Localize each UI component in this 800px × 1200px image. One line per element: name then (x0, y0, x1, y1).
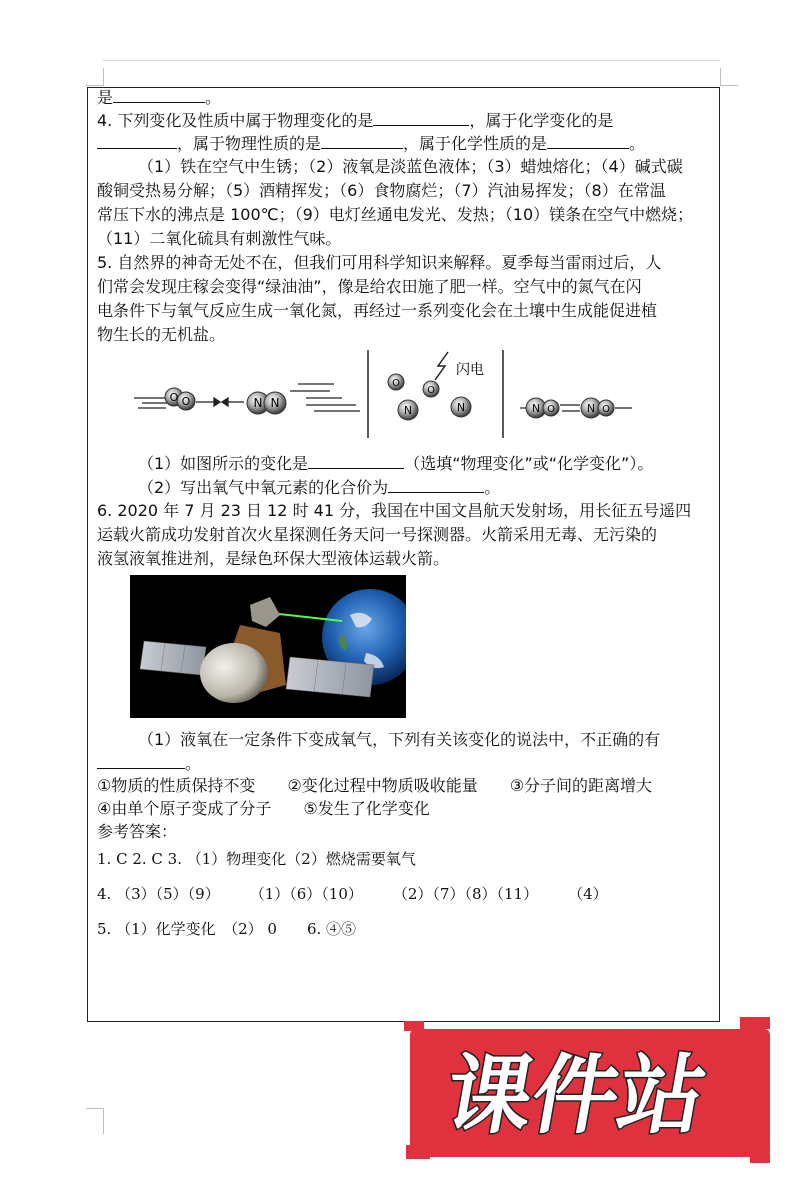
answer-blank[interactable] (388, 476, 484, 493)
answer-blank[interactable] (97, 132, 177, 149)
answer-blank[interactable] (547, 132, 629, 149)
oxygen-molecule (165, 388, 195, 410)
question-6-line-2: 运载火箭成功发射首次火星探测任务天问一号探测器。火箭采用无毒、无污染的 (97, 525, 658, 544)
crop-mark (721, 85, 738, 86)
lightning-icon (435, 352, 448, 380)
arrow-icons (196, 398, 244, 406)
q5-sub-2: （2）写出氧气中氧元素的化合价为 。 (138, 478, 501, 497)
watermark-logo (400, 1015, 780, 1170)
svg-text:N: N (531, 402, 541, 415)
options-line-1: ①物质的性质保持不变 ②变化过程中物质吸收能量 ③分子间的距离增大 (97, 776, 653, 795)
svg-text:N: N (270, 396, 280, 410)
q6-sub-1: （1）液氧在一定条件下变成氧气，下列有关该变化的说法中，不正确的有 (138, 730, 661, 749)
spacecraft-photo (130, 575, 406, 718)
crop-mark (103, 68, 104, 86)
answer-blank[interactable] (97, 752, 185, 769)
question-6-line-3: 液氢液氧推进剂，是绿色环保大型液体运载火箭。 (97, 549, 450, 568)
motion-lines (134, 398, 170, 408)
nitrogen-molecule (247, 392, 286, 414)
answers-line-1: 1. C 2. C 3. （1）物理变化（2）燃烧需要氧气 (97, 850, 416, 868)
text-line-1: 是 。 (97, 88, 222, 107)
answer-blank[interactable] (321, 132, 403, 149)
answers-line-3: 5. （1）化学变化 （2） 0 6. ④⑤ (97, 920, 357, 938)
svg-text:O: O (602, 404, 610, 415)
answer-blank[interactable] (113, 86, 205, 103)
svg-text:O: O (392, 378, 400, 389)
crop-mark (86, 1108, 103, 1109)
svg-text:O: O (181, 395, 191, 408)
motion-lines (290, 384, 360, 411)
q6-sub-1-blank-line: 。 (97, 752, 201, 775)
nitric-oxide-molecules (526, 398, 614, 418)
svg-text:O: O (169, 391, 179, 404)
q4-items-line-4: （11）二氧化硫具有刺激性气味。 (97, 229, 342, 248)
crop-mark (720, 68, 721, 86)
answer-blank[interactable] (308, 452, 404, 469)
svg-text:N: N (403, 404, 413, 417)
svg-text:N: N (586, 402, 596, 415)
svg-text:O: O (427, 385, 435, 396)
question-5-line-2: 们常会发现庄稼会变得“绿油油”，像是给农田施了肥一样。空气中的氮气在闪 (97, 277, 642, 296)
options-line-2: ④由单个原子变成了分子 ⑤发生了化学变化 (97, 799, 430, 818)
question-5-line-1: 5. 自然界的神奇无处不在，但我们可用科学知识来解释。夏季每当雷雨过后，人 (97, 253, 662, 272)
header-rule (103, 60, 720, 61)
separated-atoms (388, 374, 471, 420)
answers-line-2: 4. （3）（5）（9） （1）（6）（10） （2）（7）（8）（11） （4） (97, 885, 608, 903)
question-5-line-4: 物生长的无机盐。 (97, 325, 226, 344)
molecule-diagram (130, 348, 640, 440)
q4-items-line-2: 酸铜受热易分解；（5）酒精挥发；（6）食物腐烂；（7）汽油易挥发；（8）在常温 (97, 181, 666, 200)
question-5-line-3: 电条件下与氧气反应生成一氧化氮，再经过一系列变化会在土壤中生成能促进植 (97, 301, 658, 320)
svg-text:课件站: 课件站 (437, 1046, 714, 1146)
crop-mark (103, 1108, 104, 1134)
q5-sub-1: （1）如图所示的变化是 （选填“物理变化”或“化学变化”）。 (138, 454, 654, 473)
lightning-label: 闪电 (456, 362, 484, 378)
question-4: 4. 下列变化及性质中属于物理变化的是 ，属于化学变化的是 (97, 111, 614, 130)
svg-text:N: N (253, 396, 263, 410)
q4-items-line-3: 常压下水的沸点是 100℃；（9）电灯丝通电发光、发热；（10）镁条在空气中燃烧； (97, 205, 694, 224)
question-4-line-2: ，属于物理性质的是 ，属于化学性质的是 。 (97, 132, 645, 155)
question-6-line-1: 6. 2020 年 7 月 23 日 12 时 41 分，我国在中国文昌航天发射场，用长征五号遥四 (97, 501, 692, 520)
q4-items-line-1: （1）铁在空气中生锈；（2）液氧是淡蓝色液体；（3）蜡烛熔化；（4）碱式碳 (138, 157, 683, 176)
svg-text:O: O (547, 404, 555, 415)
answer-blank[interactable] (373, 109, 469, 126)
reference-title: 参考答案： (97, 822, 178, 841)
svg-text:N: N (456, 401, 466, 414)
